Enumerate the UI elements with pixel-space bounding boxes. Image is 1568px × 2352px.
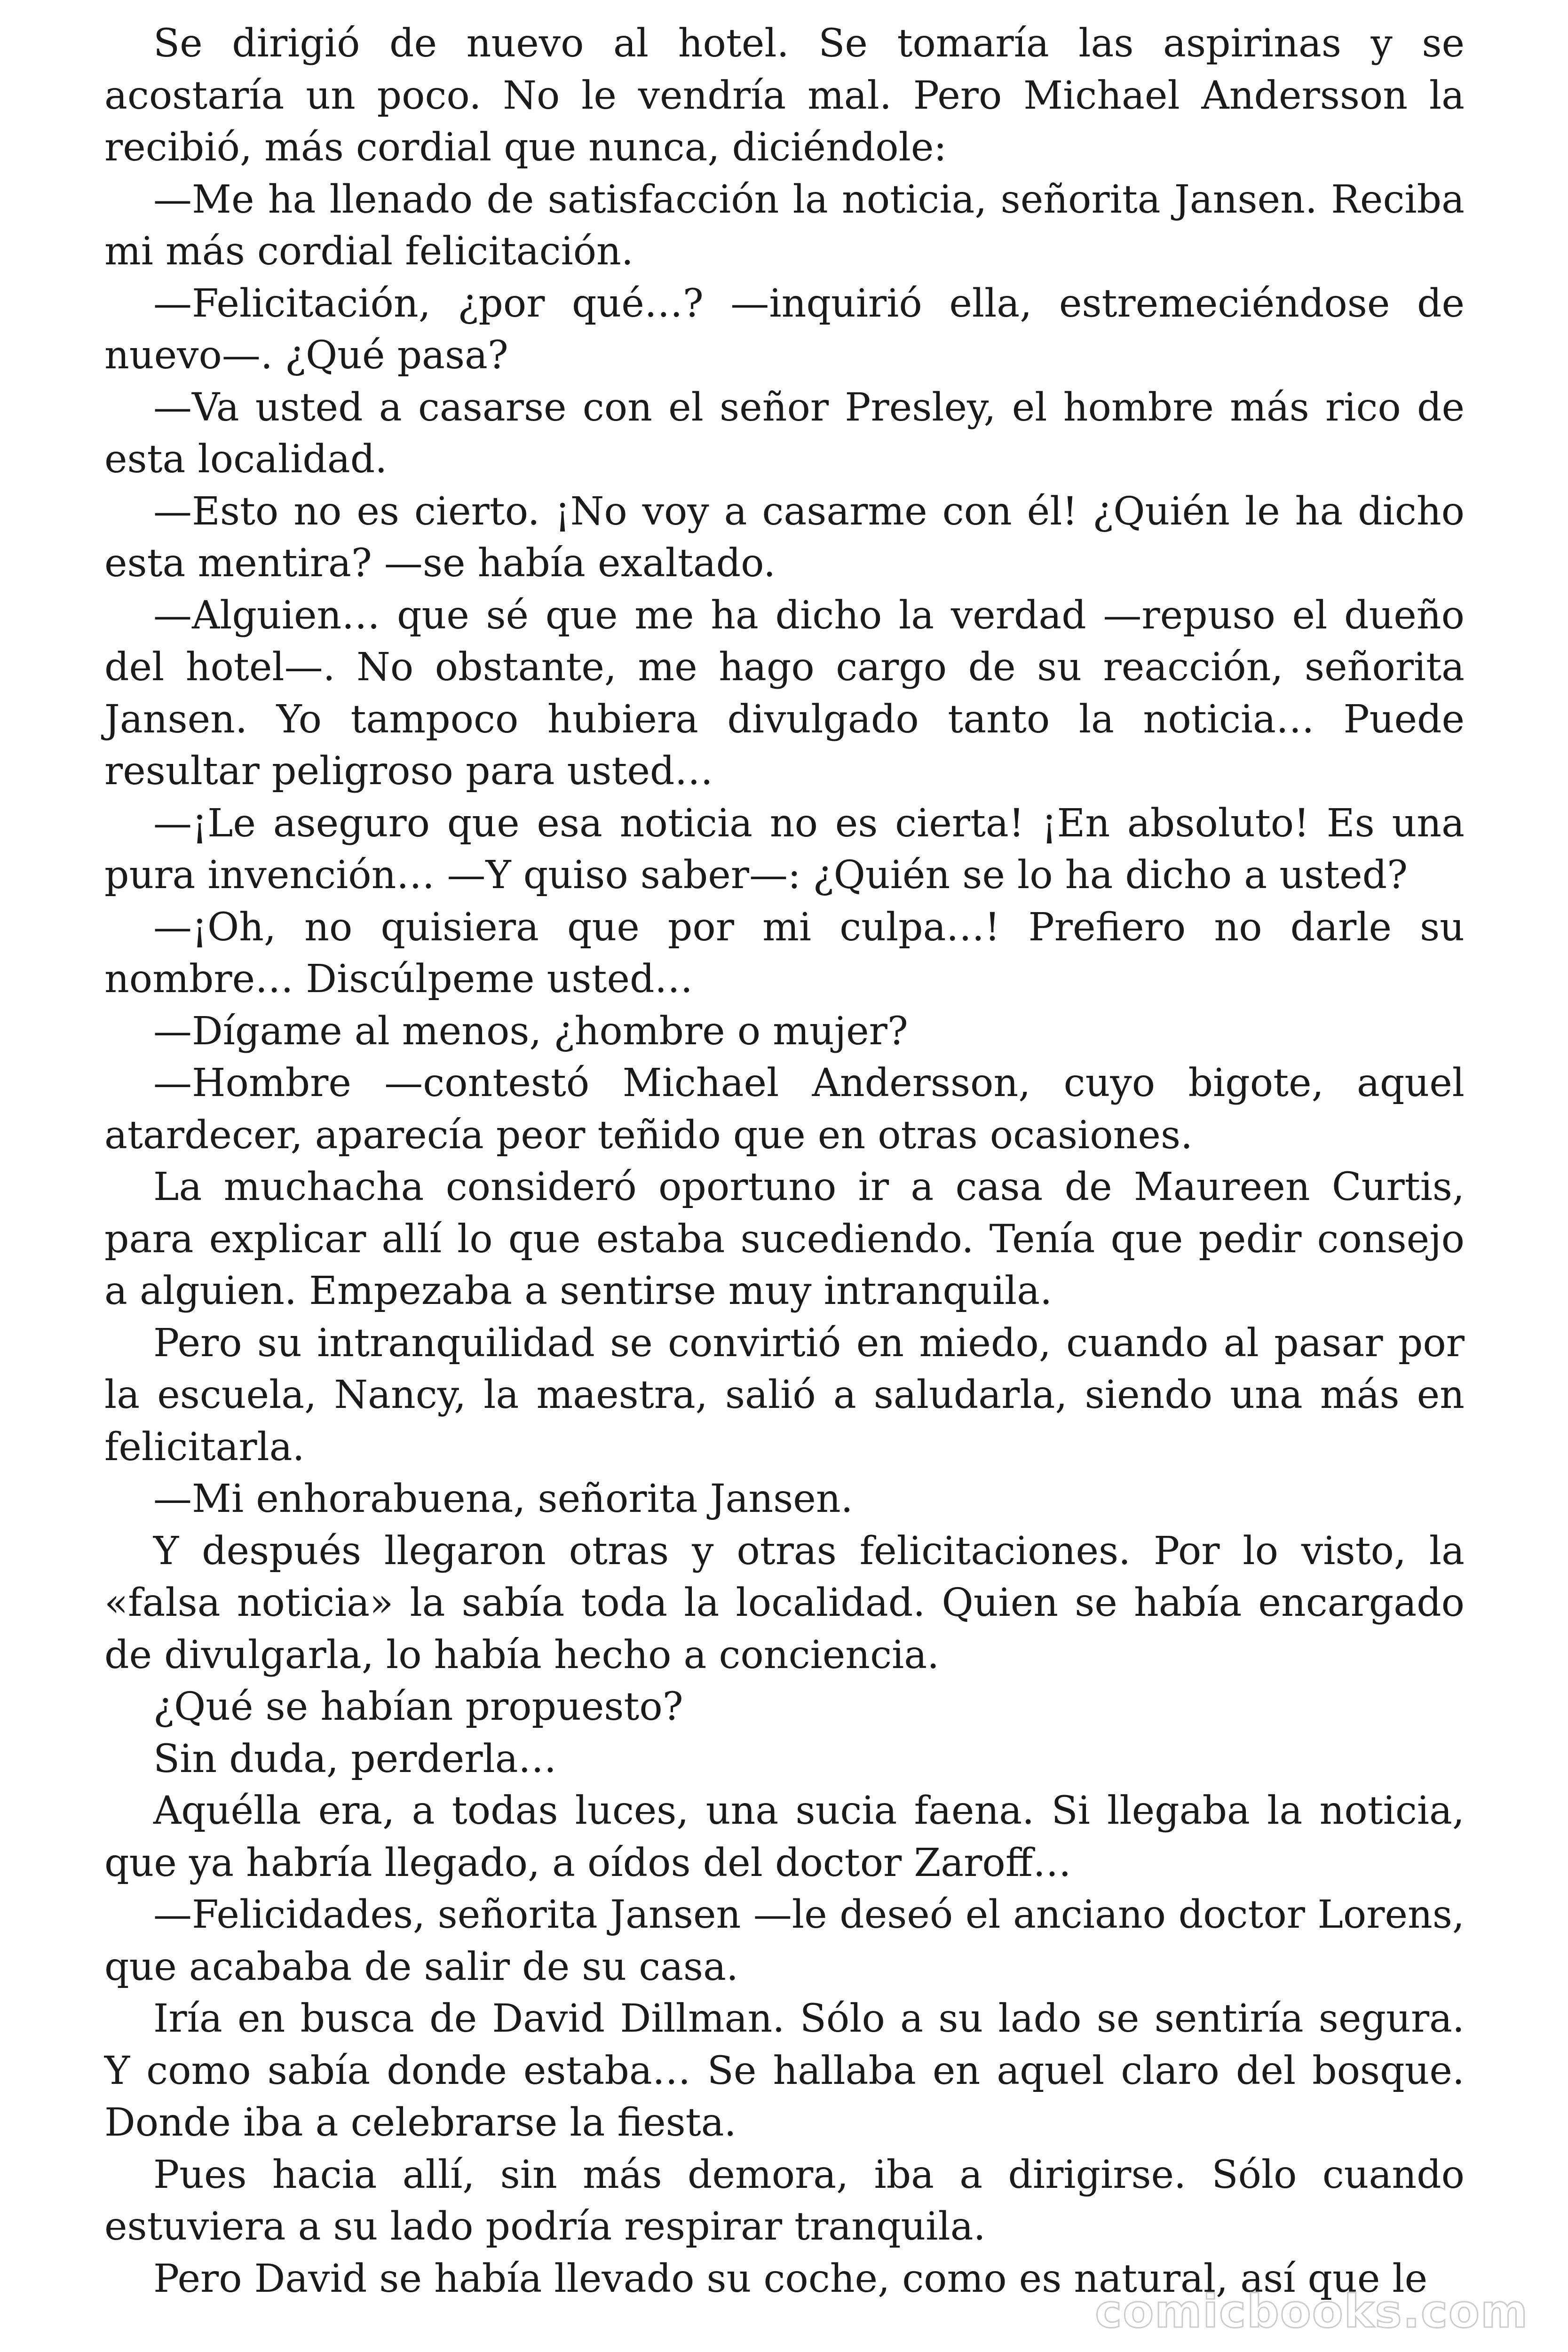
paragraph: —Dígame al menos, ¿hombre o mujer? bbox=[153, 1009, 908, 1054]
paragraph: —Felicitación, ¿por qué…? —inquirió ella, estremeciéndose de nuevo—. ¿Qué pasa? bbox=[104, 281, 1465, 378]
paragraph: Pero su intranquilidad se convirtió en miedo, cuando al pasar por la escuela, Nancy, la maestra, salió a saludarla, siendo una más en felicitarla. bbox=[104, 1320, 1465, 1470]
watermark: comicbooks.com bbox=[1095, 2285, 1528, 2338]
paragraph: Aquélla era, a todas luces, una sucia faena. Si llegaba la noticia, que ya habría llegado, a oídos del doctor Zaroff… bbox=[104, 1788, 1465, 1885]
paragraph: Se dirigió de nuevo al hotel. Se tomaría las aspirinas y se acostaría un poco. No le vendría mal. Pero Michael Andersson la recibió, más cordial que nunca, diciéndole: bbox=[104, 21, 1465, 170]
paragraph: ¿Qué se habían propuesto? bbox=[153, 1685, 683, 1729]
paragraph: —Alguien… que sé que me ha dicho la verdad —repuso el dueño del hotel—. No obstante, me hago cargo de su reacción, señorita Jansen. Yo tampoco hubiera divulgado tanto la noticia… Puede resultar peligroso para usted… bbox=[104, 593, 1465, 794]
paragraph: —Esto no es cierto. ¡No voy a casarme con él! ¿Quién le ha dicho esta mentira? —se había exaltado. bbox=[104, 489, 1465, 586]
paragraph: La muchacha consideró oportuno ir a casa de Maureen Curtis, para explicar allí lo que estaba sucediendo. Tenía que pedir consejo a alguien. Empezaba a sentirse muy intranquila. bbox=[104, 1165, 1465, 1313]
paragraph: —¡Oh, no quisiera que por mi culpa…! Prefiero no darle su nombre… Discúlpeme usted… bbox=[104, 905, 1465, 1001]
paragraph: —Hombre —contestó Michael Andersson, cuyo bigote, aquel atardecer, aparecía peor teñido que en otras ocasiones. bbox=[104, 1061, 1465, 1158]
paragraph: Y después llegaron otras y otras felicitaciones. Por lo visto, la «falsa noticia» la sabía toda la localidad. Quien se había encargado de divulgarla, lo había hecho a conciencia. bbox=[104, 1528, 1465, 1677]
paragraph: —Mi enhorabuena, señorita Jansen. bbox=[153, 1477, 853, 1521]
paragraph: Sin duda, perderla… bbox=[153, 1736, 557, 1781]
paragraph: Pero David se había llevado su coche, como es natural, así que le bbox=[153, 2256, 1428, 2301]
paragraph: Iría en busca de David Dillman. Sólo a su lado se sentiría segura. Y como sabía donde estaba… Se hallaba en aquel claro del bosque. Donde iba a celebrarse la fiesta. bbox=[104, 1996, 1465, 2145]
body-text bbox=[104, 18, 1465, 2305]
paragraph: —Va usted a casarse con el señor Presley, el hombre más rico de esta localidad. bbox=[104, 385, 1465, 482]
paragraph: Pues hacia allí, sin más demora, iba a dirigirse. Sólo cuando estuviera a su lado podría respirar tranquila. bbox=[104, 2152, 1465, 2249]
paragraph: —Felicidades, señorita Jansen —le deseó el anciano doctor Lorens, que acababa de salir de su casa. bbox=[104, 1892, 1465, 1989]
paragraph: —¡Le aseguro que esa noticia no es cierta! ¡En absoluto! Es una pura invención… —Y quiso saber—: ¿Quién se lo ha dicho a usted? bbox=[104, 801, 1465, 898]
paragraph: —Me ha llenado de satisfacción la noticia, señorita Jansen. Reciba mi más cordial felicitación. bbox=[104, 177, 1465, 274]
